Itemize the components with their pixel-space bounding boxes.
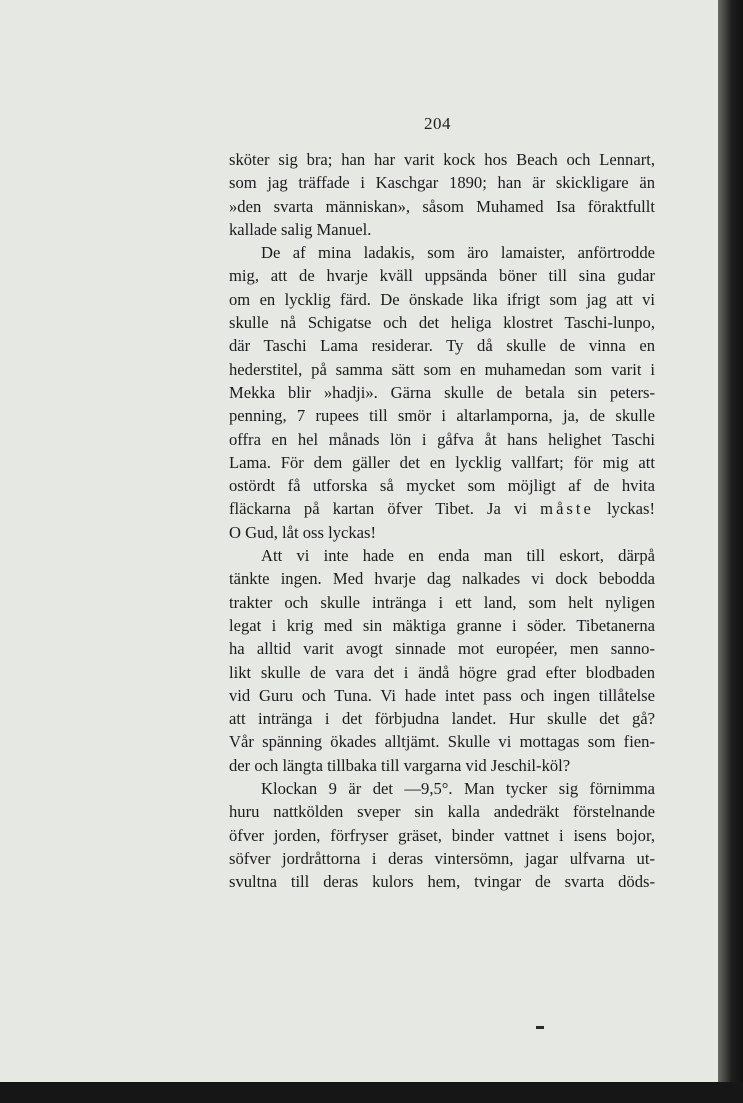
text-line-spaced [229, 497, 655, 520]
text-line: Mekka blir »hadji». Gärna skulle de betala sin peters- [229, 382, 655, 402]
book-spine [718, 0, 743, 1103]
text-line: sköter sig bra; han har varit kock hos Beach och Lennart, [229, 150, 655, 169]
text-line: Vår spänning ökades alltjämt. Skulle vi mottagas som fien- [229, 732, 655, 752]
text-line: att intränga i det förbjudna landet. Hur skulle det gå? [229, 709, 655, 729]
spaced-emphasis-word: lyckas! [607, 499, 655, 519]
text-line: ostördt få utforska så mycket som möjligt af de hvita [229, 476, 655, 496]
scan-bottom-edge [0, 1082, 743, 1103]
text-line: svultna till deras kulors hem, tvingar de svarta döds- [229, 872, 655, 892]
text-line-start: fläckarna på kartan öfver Tibet. Ja vi [229, 499, 527, 519]
text-line: vid Guru och Tuna. Vi hade intet pass och ingen tillåtelse [229, 685, 655, 705]
text-line: trakter och skulle intränga i ett land, som helt nyligen [229, 592, 655, 612]
text-line: huru nattkölden sveper sin kalla andedräkt förstelnande [229, 802, 655, 822]
text-line: om en lycklig färd. De önskade lika ifrigt som jag att vi [229, 289, 655, 309]
text-line: söfver jordråttorna i deras vintersömn, jagar ulfvarna ut- [229, 848, 655, 868]
text-line: ha alltid varit avogt sinnade mot européer, men sanno- [229, 639, 655, 659]
text-line: legat i krig med sin mäktiga granne i söder. Tibetanerna [229, 615, 655, 635]
text-line: kallade salig Manuel. [229, 219, 372, 239]
text-line: tänkte ingen. Med hvarje dag nalkades vi dock bebodda [229, 569, 655, 589]
text-line: likt skulle de vara det i ändå högre grad efter blodbaden [229, 662, 655, 682]
text-line: Lama. För dem gäller det en lycklig vallfart; för mig att [229, 452, 655, 472]
body-text [229, 148, 655, 894]
page-number: 204 [424, 114, 451, 133]
text-line: der och längta tillbaka till vargarna vid Jeschil-köl? [229, 755, 571, 775]
text-line: Klockan 9 är det —9,5°. Man tycker sig förnimma [261, 779, 655, 799]
printer-mark [536, 1026, 544, 1029]
text-line: skulle nå Schigatse och det heliga klostret Taschi-lunpo, [229, 313, 655, 333]
text-line: offra en hel månads lön i gåfva åt hans helighet Taschi [229, 429, 655, 449]
text-line: mig, att de hvarje kväll uppsända böner till sina gudar [229, 266, 655, 286]
text-line: penning, 7 rupees till smör i altarlamporna, ja, de skulle [229, 406, 655, 426]
text-line: som jag träffade i Kaschgar 1890; han är skickligare än [229, 173, 655, 193]
text-line: O Gud, låt oss lyckas! [229, 522, 377, 542]
text-line: Att vi inte hade en enda man till eskort, därpå [261, 546, 655, 566]
text-line: De af mina ladakis, som äro lamaister, anförtrodde [261, 243, 655, 263]
text-line: hederstitel, på samma sätt som en muhamedan som varit i [229, 359, 655, 379]
text-line: »den svarta människan», såsom Muhamed Isa föraktfullt [229, 196, 655, 216]
text-line: där Taschi Lama residerar. Ty då skulle de vinna en [229, 336, 655, 356]
text-line: öfver jorden, förfryser gräset, binder vattnet i isens bojor, [229, 825, 655, 845]
spaced-emphasis-word: måste [540, 499, 594, 519]
